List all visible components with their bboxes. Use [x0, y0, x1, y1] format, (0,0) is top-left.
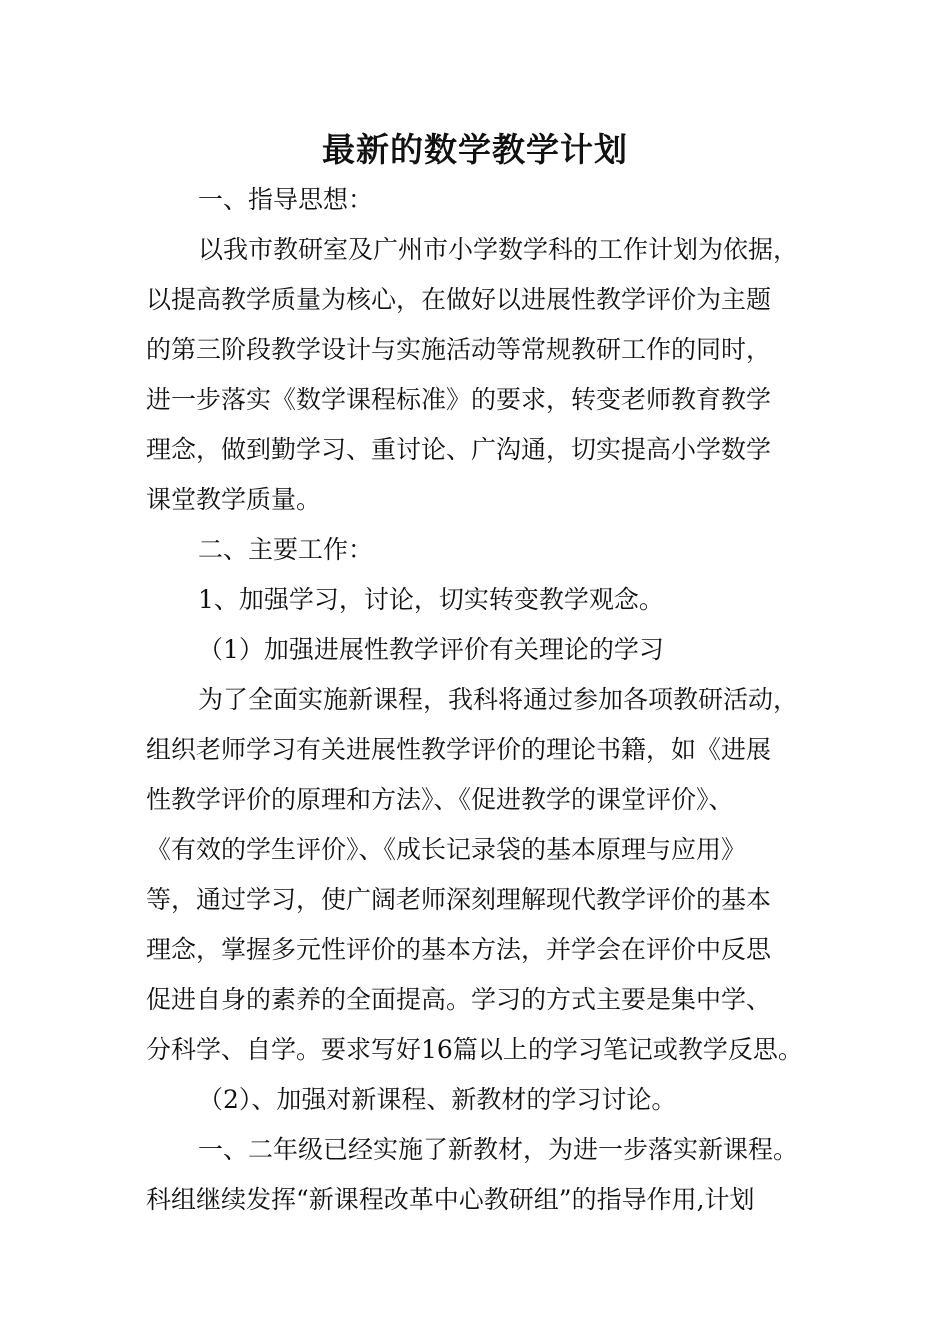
paragraph-line: 以我市教研室及广州市小学数学科的工作计划为依据，	[198, 235, 799, 264]
paragraph-line: 科组继续发挥“新课程改革中心教研组”的指导作用,计划	[146, 1185, 755, 1214]
subheading-item-1-2: （2）、加强对新课程、新教材的学习讨论。	[198, 1085, 677, 1114]
paragraph-line: 《有效的学生评价》、《成长记录袋的基本原理与应用》	[146, 835, 747, 864]
heading-main-work: 二、主要工作：	[198, 535, 374, 564]
paragraph-line: 的第三阶段教学设计与实施活动等常规教研工作的同时，	[146, 335, 772, 364]
paragraph-line: 以提高教学质量为核心，在做好以进展性教学评价为主题	[146, 285, 772, 314]
paragraph-line: 为了全面实施新课程，我科将通过参加各项教研活动，	[198, 685, 799, 714]
paragraph-line: 理念，做到勤学习、重讨论、广沟通，切实提高小学数学	[146, 435, 772, 464]
paragraph-line: 促进自身的素养的全面提高。学习的方式主要是集中学、	[146, 985, 772, 1014]
paragraph-line: 进一步落实《数学课程标准》的要求，转变老师教育教学	[146, 385, 772, 414]
heading-guiding-ideology: 一、指导思想：	[198, 185, 374, 214]
subheading-item-1: 1、加强学习，讨论，切实转变教学观念。	[198, 585, 664, 614]
paragraph-line: 等，通过学习，使广阔老师深刻理解现代教学评价的基本	[146, 885, 772, 914]
paragraph-line: 组织老师学习有关进展性教学评价的理论书籍，如《进展	[146, 735, 772, 764]
document-title: 最新的数学教学计划	[322, 130, 628, 169]
subheading-item-1-1: （1）加强进展性教学评价有关理论的学习	[198, 635, 664, 664]
paragraph-line: 分科学、自学。要求写好16篇以上的学习笔记或教学反思。	[146, 1035, 803, 1064]
paragraph-line: 性教学评价的原理和方法》、《促进教学的课堂评价》、	[146, 785, 734, 814]
paragraph-line: 一、二年级已经实施了新教材，为进一步落实新课程。	[198, 1135, 799, 1164]
paragraph-line: 课堂教学质量。	[146, 485, 322, 514]
paragraph-line: 理念，掌握多元性评价的基本方法，并学会在评价中反思	[146, 935, 772, 964]
